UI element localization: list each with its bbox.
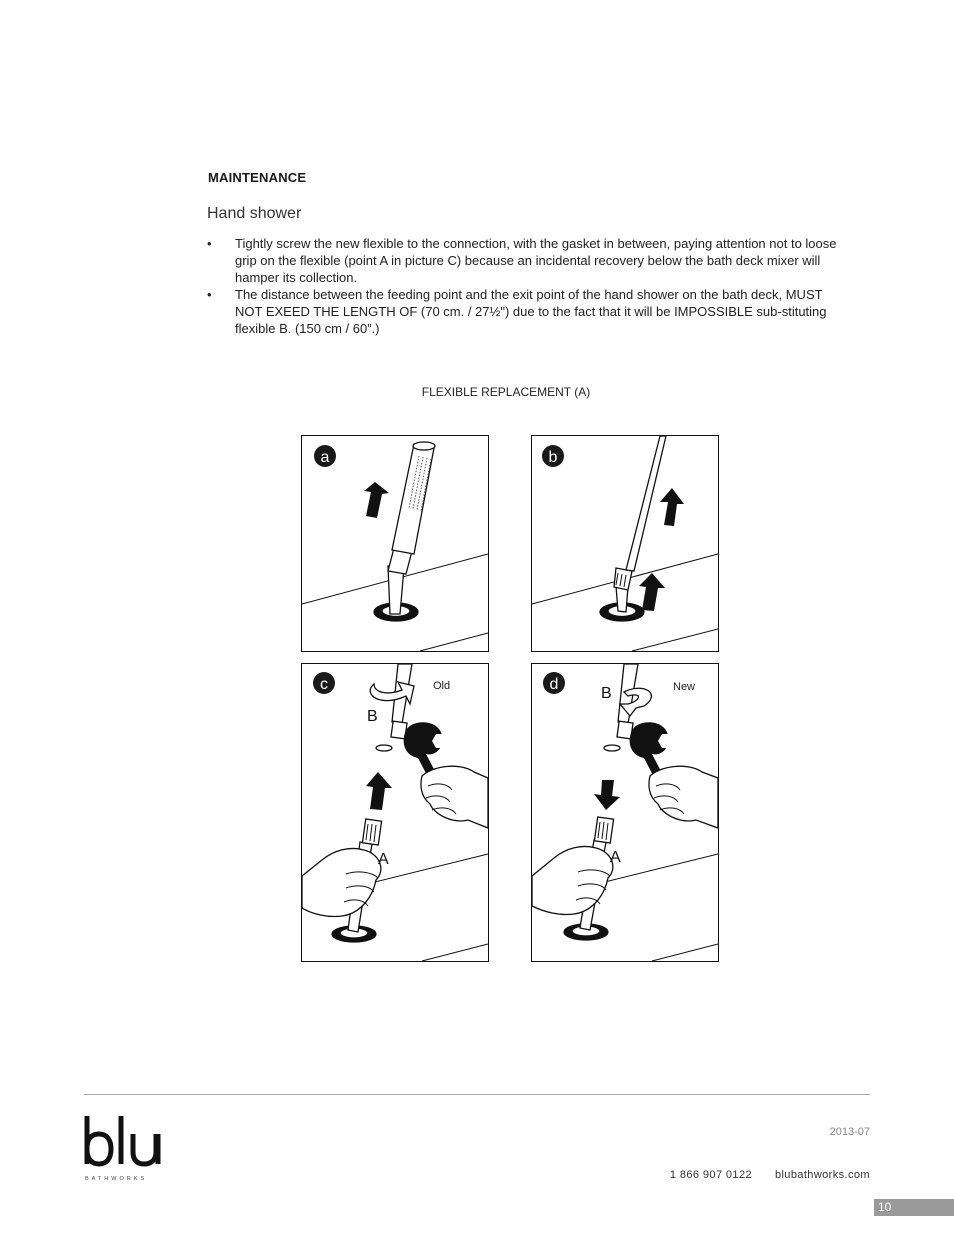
panel-c: [301, 663, 489, 962]
label-b: B: [367, 708, 378, 725]
panel-b: [531, 435, 719, 652]
blu-logo: [84, 1114, 164, 1184]
instruction-item: • Tightly screw the new flexible to the connection, with the gasket in between, paying attention not to loose grip on the flexible (point A in picture C) because an incidental recovery below the bath deck mixer will hamper its collection.: [207, 235, 852, 286]
panel-letter: d: [549, 676, 559, 693]
panel-letter: a: [320, 449, 330, 466]
panel-d: [531, 663, 719, 962]
panel-d-illustration: [532, 664, 718, 961]
panel-letter: c: [320, 676, 328, 693]
panel-letter: b: [548, 449, 558, 466]
brand-sub: BATHWORKS: [85, 1176, 148, 1182]
panel-c-illustration: [302, 664, 488, 961]
instruction-item: • The distance between the feeding point and the exit point of the hand shower on the bath deck, MUST NOT EXEED THE LENGTH OF (70 cm. / 27½") due to the fact that it will be IMPOSSIBLE sub-stituting flexible B. (150 cm / 60”.): [207, 286, 852, 337]
revision-date: 2013-07: [829, 1126, 870, 1138]
page-number: 10: [878, 1200, 892, 1214]
subheading: Hand shower: [207, 205, 302, 222]
panel-tag: New: [673, 681, 696, 693]
figure-title: FLEXIBLE REPLACEMENT (A): [421, 385, 591, 399]
phone-number: 1 866 907 0122: [669, 1169, 752, 1181]
panel-a-illustration: [302, 436, 488, 651]
panel-a: [301, 435, 489, 652]
website: blubathworks.com: [774, 1169, 870, 1181]
label-b: B: [601, 685, 612, 702]
label-a: A: [378, 851, 389, 868]
footer-rule: [84, 1094, 870, 1095]
instructions-list: [207, 235, 852, 337]
panel-b-illustration: [532, 436, 718, 651]
panel-tag: Old: [433, 680, 451, 692]
label-a: A: [610, 849, 621, 866]
section-heading: MAINTENANCE: [208, 170, 307, 185]
